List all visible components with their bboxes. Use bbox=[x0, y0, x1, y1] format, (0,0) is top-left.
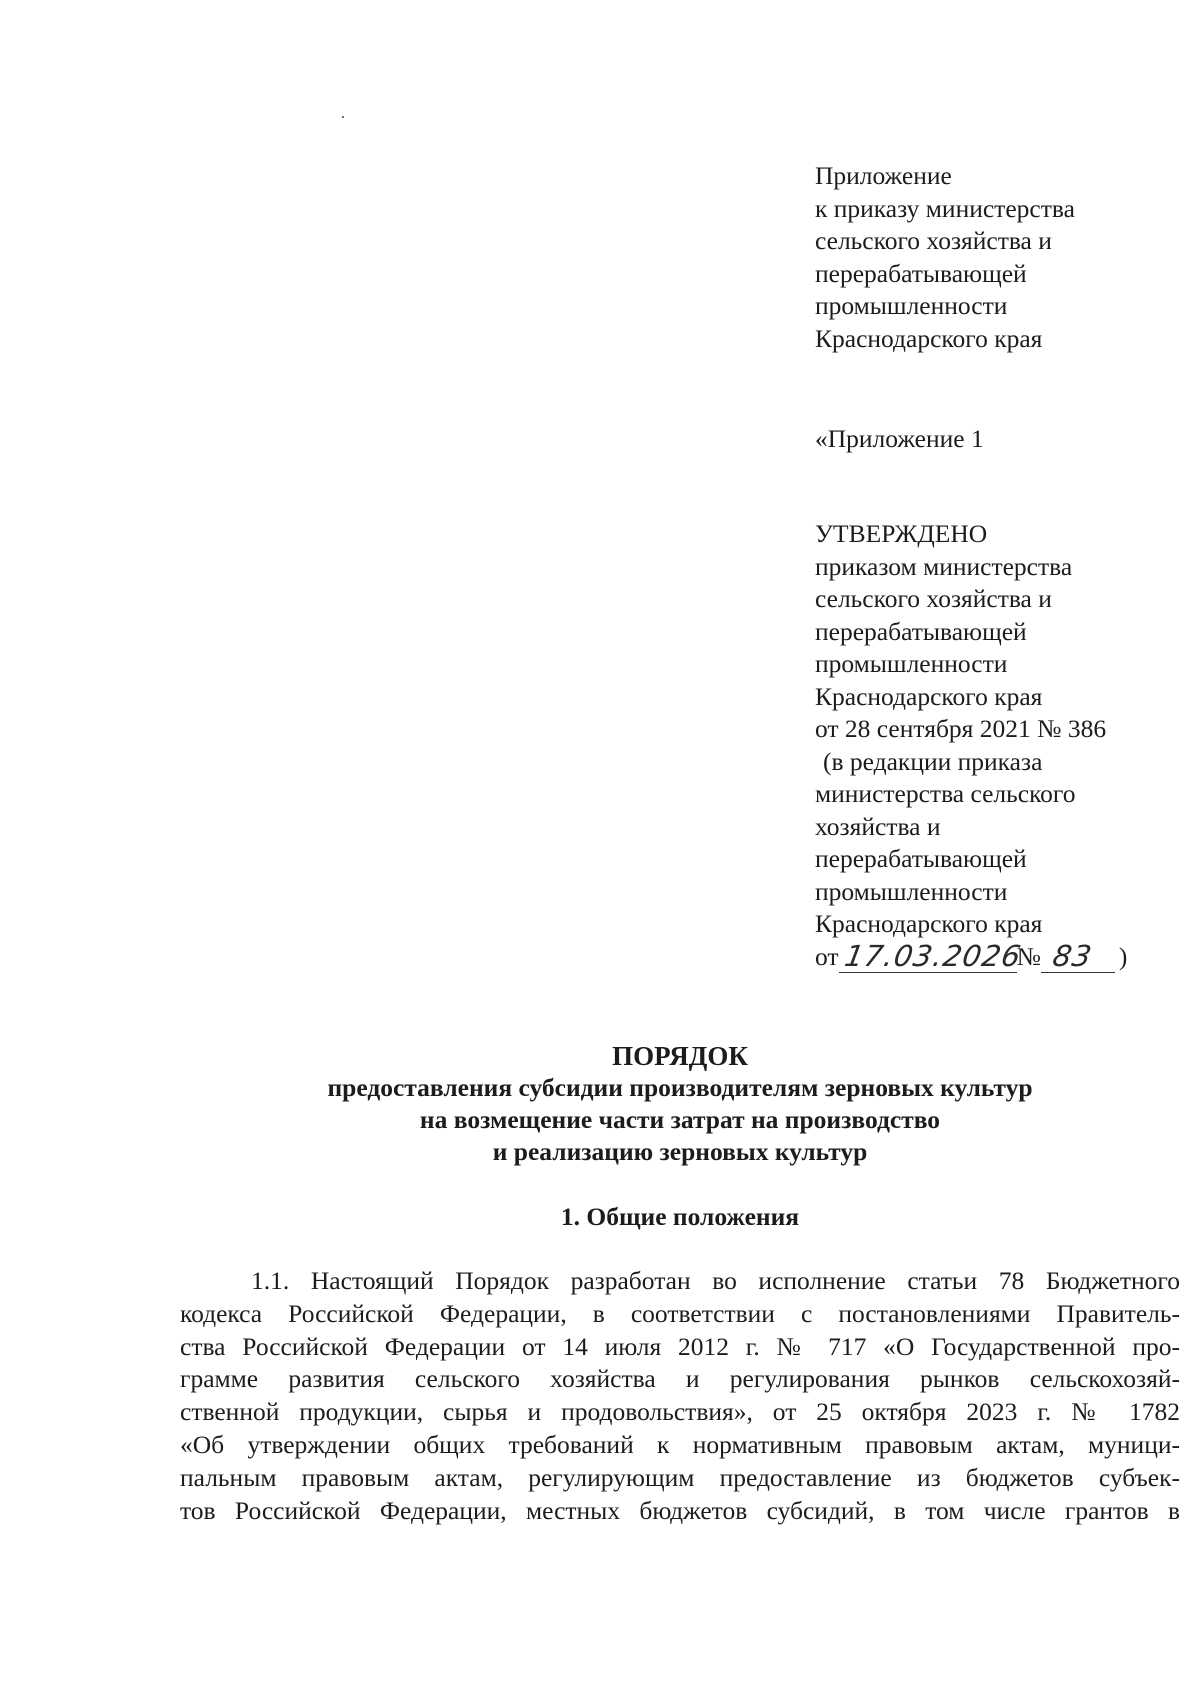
date-prefix: от bbox=[815, 941, 839, 971]
paragraph-line: ства Российской Федерации от 14 июля 2012 г. № 717 «О Государственной про- bbox=[180, 1331, 1180, 1361]
header-line: промышленности bbox=[815, 291, 1008, 320]
approval-line: хозяйства и bbox=[815, 811, 941, 841]
amendment-date-line bbox=[815, 941, 1155, 974]
handwritten-number: 83 bbox=[1049, 939, 1095, 973]
handwritten-date-field bbox=[839, 939, 1024, 973]
document-title-block bbox=[180, 1040, 1180, 1168]
number-sign: № bbox=[1016, 941, 1041, 971]
paragraph-line: 1.1. Настоящий Порядок разработан во исполнение статьи 78 Бюджетного bbox=[251, 1266, 1180, 1295]
appendix-header bbox=[815, 160, 1155, 355]
approval-line: сельского хозяйства и bbox=[815, 584, 1052, 613]
approval-line: промышленности bbox=[815, 649, 1008, 678]
handwritten-number-field bbox=[1041, 939, 1115, 973]
header-line: к приказу министерства bbox=[815, 193, 1075, 223]
paragraph-line: пальным правовым актам, регулирующим предоставление из бюджетов субъек- bbox=[180, 1462, 1180, 1492]
document-subtitle-line: и реализацию зерновых культур bbox=[492, 1137, 868, 1166]
header-line: Краснодарского края bbox=[815, 323, 1043, 353]
approval-line: приказом министерства bbox=[815, 551, 1073, 581]
document-subtitle-line: на возмещение части затрат на производство bbox=[419, 1105, 941, 1134]
approval-line: (в редакции приказа bbox=[823, 746, 1043, 776]
document-subtitle-line: предоставления субсидии производителям зерновых культур bbox=[327, 1073, 1033, 1102]
approval-line: промышленности bbox=[815, 876, 1008, 906]
handwritten-date: 17.03.2026 bbox=[841, 939, 1024, 973]
approval-line: перерабатывающей bbox=[815, 844, 1027, 873]
appendix-label: «Приложение 1 bbox=[815, 424, 984, 453]
paragraph-line: кодекса Российской Федерации, в соответствии с постановлениями Правитель- bbox=[180, 1298, 1180, 1328]
approval-line: от 28 сентября 2021 № 386 bbox=[815, 714, 1107, 743]
header-line: сельского хозяйства и bbox=[815, 226, 1052, 255]
approval-line: Краснодарского края bbox=[815, 909, 1043, 938]
header-line: Приложение bbox=[815, 161, 952, 190]
paragraph-line: грамме развития сельского хозяйства и регулирования рынков сельскохозяй- bbox=[180, 1364, 1180, 1394]
paragraph-line: ственной продукции, сырья и продовольствия», от 25 октября 2023 г. № 1782 bbox=[180, 1397, 1180, 1427]
closing-paren: ) bbox=[1118, 941, 1128, 971]
scan-speck bbox=[342, 116, 344, 118]
approval-line: министерства сельского bbox=[815, 779, 1076, 808]
approval-title: УТВЕРЖДЕНО bbox=[815, 519, 988, 548]
section-heading: 1. Общие положения bbox=[560, 1202, 800, 1231]
header-line: перерабатывающей bbox=[815, 258, 1027, 288]
section-heading-block bbox=[180, 1201, 1180, 1233]
approval-line: Краснодарского края bbox=[815, 681, 1043, 711]
approval-line: перерабатывающей bbox=[815, 616, 1027, 646]
paragraph-line: «Об утверждении общих требований к нормативным правовым актам, муници- bbox=[180, 1429, 1180, 1459]
body-paragraph bbox=[180, 1265, 1180, 1527]
paragraph-line: тов Российской Федерации, местных бюджетов субсидий, в том числе грантов в bbox=[180, 1495, 1180, 1525]
approval-block bbox=[815, 518, 1155, 973]
appendix-label-block bbox=[815, 423, 1155, 456]
document-title: ПОРЯДОК bbox=[612, 1041, 748, 1071]
